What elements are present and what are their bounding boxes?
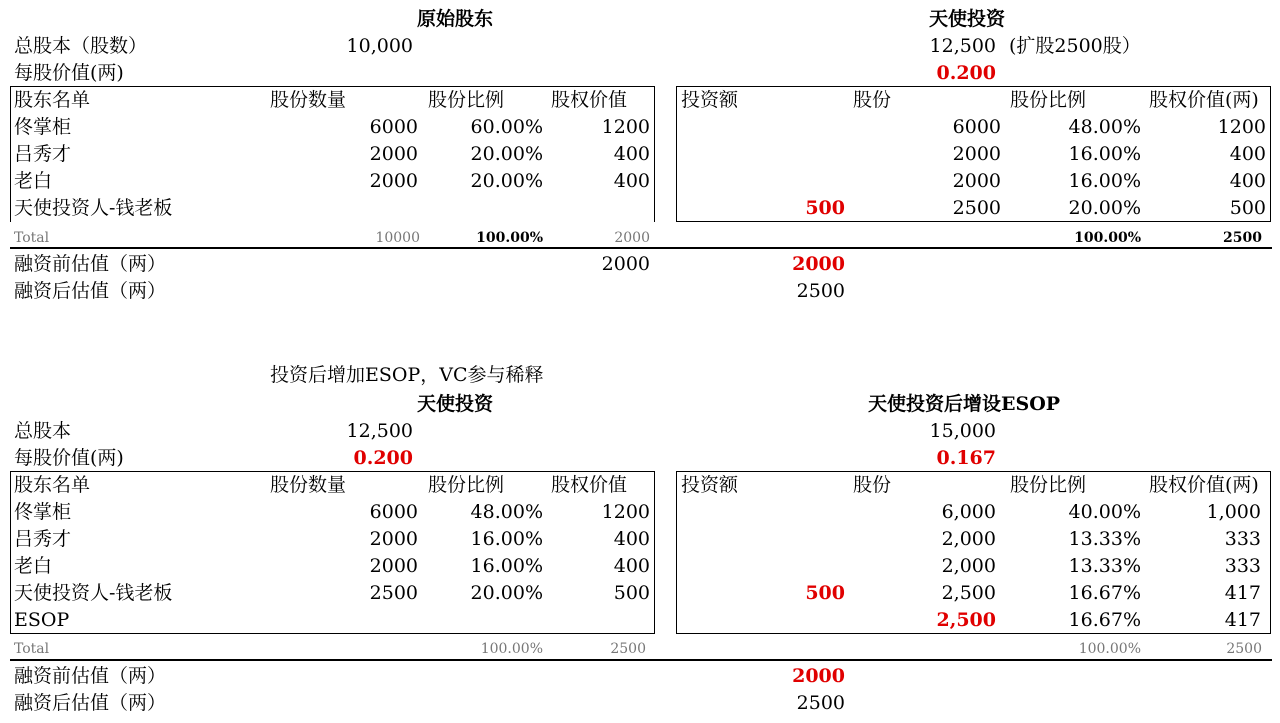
post-pct: 13.33%	[1068, 555, 1141, 577]
pre-money-label: 融资前估值（两）	[14, 253, 167, 275]
shares: 2000	[369, 143, 418, 165]
top-total-shares-label: 总股本（股数）	[14, 35, 148, 57]
bottom-left-header-name: 股东名单	[14, 474, 91, 496]
equity-value: 1200	[601, 116, 650, 138]
post-pct: 40.00%	[1068, 501, 1141, 523]
share-pct: 20.00%	[470, 170, 543, 192]
post-money-label: 融资后估值（两）	[14, 280, 167, 302]
bottom-left-header-pct: 股份比例	[428, 474, 505, 496]
shareholder-name: 吕秀才	[14, 528, 72, 550]
pre-money-right: 2000	[792, 665, 845, 687]
shares: 6000	[369, 501, 418, 523]
total-divider	[10, 659, 1272, 661]
post-value: 400	[1229, 143, 1266, 165]
top-left-header-pct: 股份比例	[428, 89, 505, 111]
shares: 6000	[369, 116, 418, 138]
total-shares: 10000	[375, 230, 420, 246]
shares: 2000	[369, 170, 418, 192]
post-pct: 16.67%	[1068, 582, 1141, 604]
shareholder-name: 老白	[14, 170, 53, 192]
bottom-left-header-value: 股权价值	[551, 474, 628, 496]
shareholder-name: 天使投资人-钱老板	[14, 197, 173, 219]
post-pct: 16.00%	[1068, 143, 1141, 165]
post-shares: 2500	[952, 197, 1001, 219]
shareholder-name: 老白	[14, 555, 53, 577]
bottom-price-left: 0.200	[353, 447, 413, 469]
post-shares: 2000	[952, 143, 1001, 165]
share-pct: 60.00%	[470, 116, 543, 138]
total-label: Total	[14, 230, 50, 246]
post-shares: 2,500	[941, 582, 996, 604]
shareholder-name: 佟掌柜	[14, 501, 72, 523]
bottom-right-header-invest: 投资额	[681, 474, 739, 496]
post-money-right: 2500	[796, 692, 845, 714]
total-pct: 100.00%	[480, 641, 543, 657]
shares: 2500	[369, 582, 418, 604]
bottom-right-header-shares: 股份	[853, 474, 892, 496]
equity-value: 400	[613, 528, 650, 550]
top-right-title: 天使投资	[929, 8, 1006, 30]
top-left-header-shares: 股份数量	[270, 89, 347, 111]
bottom-total-shares-label: 总股本	[14, 420, 72, 442]
total-label: Total	[14, 641, 50, 657]
shares: 2000	[369, 528, 418, 550]
post-money-label: 融资后估值（两）	[14, 692, 167, 714]
top-left-title: 原始股东	[417, 8, 494, 30]
total-post-pct: 100.00%	[1074, 230, 1141, 246]
post-value: 417	[1224, 582, 1261, 604]
bottom-total-shares-left: 12,500	[346, 420, 413, 442]
expansion-note: (扩股2500股）	[1009, 35, 1141, 57]
investment-amount: 500	[805, 582, 845, 604]
total-pct: 100.00%	[476, 230, 543, 246]
equity-value: 500	[613, 582, 650, 604]
bottom-caption: 投资后增加ESOP，VC参与稀释	[270, 364, 544, 386]
total-post-value: 2500	[1226, 641, 1262, 657]
share-pct: 16.00%	[470, 555, 543, 577]
investment-amount: 500	[805, 197, 845, 219]
total-post-pct: 100.00%	[1078, 641, 1141, 657]
post-pct: 48.00%	[1068, 116, 1141, 138]
top-left-header-name: 股东名单	[14, 89, 91, 111]
shareholder-name: 天使投资人-钱老板	[14, 582, 173, 604]
equity-value: 400	[613, 555, 650, 577]
shareholder-name: 佟掌柜	[14, 116, 72, 138]
post-shares: 6000	[952, 116, 1001, 138]
total-post-value: 2500	[1223, 230, 1262, 246]
pre-money-label: 融资前估值（两）	[14, 665, 167, 687]
share-pct: 20.00%	[470, 143, 543, 165]
bottom-price-right: 0.167	[936, 447, 996, 469]
top-right-header-value: 股权价值(两)	[1149, 89, 1259, 111]
post-money-right: 2500	[796, 280, 845, 302]
share-pct: 20.00%	[470, 582, 543, 604]
shareholder-name: ESOP	[14, 609, 70, 631]
total-value: 2000	[614, 230, 650, 246]
post-shares: 2,500	[936, 609, 996, 631]
equity-value: 400	[613, 170, 650, 192]
top-total-shares-right: 12,500	[929, 35, 996, 57]
total-value: 2500	[610, 641, 646, 657]
post-pct: 16.67%	[1068, 609, 1141, 631]
post-shares: 2,000	[941, 528, 996, 550]
bottom-right-header-value: 股权价值(两)	[1149, 474, 1259, 496]
post-value: 500	[1229, 197, 1266, 219]
top-right-header-invest: 投资额	[681, 89, 739, 111]
share-pct: 48.00%	[470, 501, 543, 523]
post-value: 400	[1229, 170, 1266, 192]
pre-money-left: 2000	[601, 253, 650, 275]
pre-money-right: 2000	[792, 253, 845, 275]
bottom-total-shares-right: 15,000	[929, 420, 996, 442]
top-total-shares-left: 10,000	[346, 35, 413, 57]
top-price-right: 0.200	[936, 62, 996, 84]
post-value: 417	[1224, 609, 1261, 631]
shares: 2000	[369, 555, 418, 577]
post-shares: 2,000	[941, 555, 996, 577]
post-shares: 2000	[952, 170, 1001, 192]
top-left-header-value: 股权价值	[551, 89, 628, 111]
post-pct: 13.33%	[1068, 528, 1141, 550]
post-pct: 20.00%	[1068, 197, 1141, 219]
top-right-header-shares: 股份	[853, 89, 892, 111]
bottom-left-title: 天使投资	[417, 393, 494, 415]
bottom-right-title: 天使投资后增设ESOP	[868, 393, 1061, 415]
post-value: 1,000	[1206, 501, 1261, 523]
post-value: 333	[1224, 555, 1261, 577]
post-shares: 6,000	[941, 501, 996, 523]
total-divider	[10, 247, 1272, 249]
top-price-label: 每股价值(两)	[14, 62, 124, 84]
share-pct: 16.00%	[470, 528, 543, 550]
shareholder-name: 吕秀才	[14, 143, 72, 165]
bottom-right-header-pct: 股份比例	[1010, 474, 1087, 496]
equity-value: 400	[613, 143, 650, 165]
post-value: 1200	[1217, 116, 1266, 138]
post-pct: 16.00%	[1068, 170, 1141, 192]
post-value: 333	[1224, 528, 1261, 550]
equity-value: 1200	[601, 501, 650, 523]
top-right-header-pct: 股份比例	[1010, 89, 1087, 111]
bottom-left-header-shares: 股份数量	[270, 474, 347, 496]
bottom-price-label: 每股价值(两)	[14, 447, 124, 469]
